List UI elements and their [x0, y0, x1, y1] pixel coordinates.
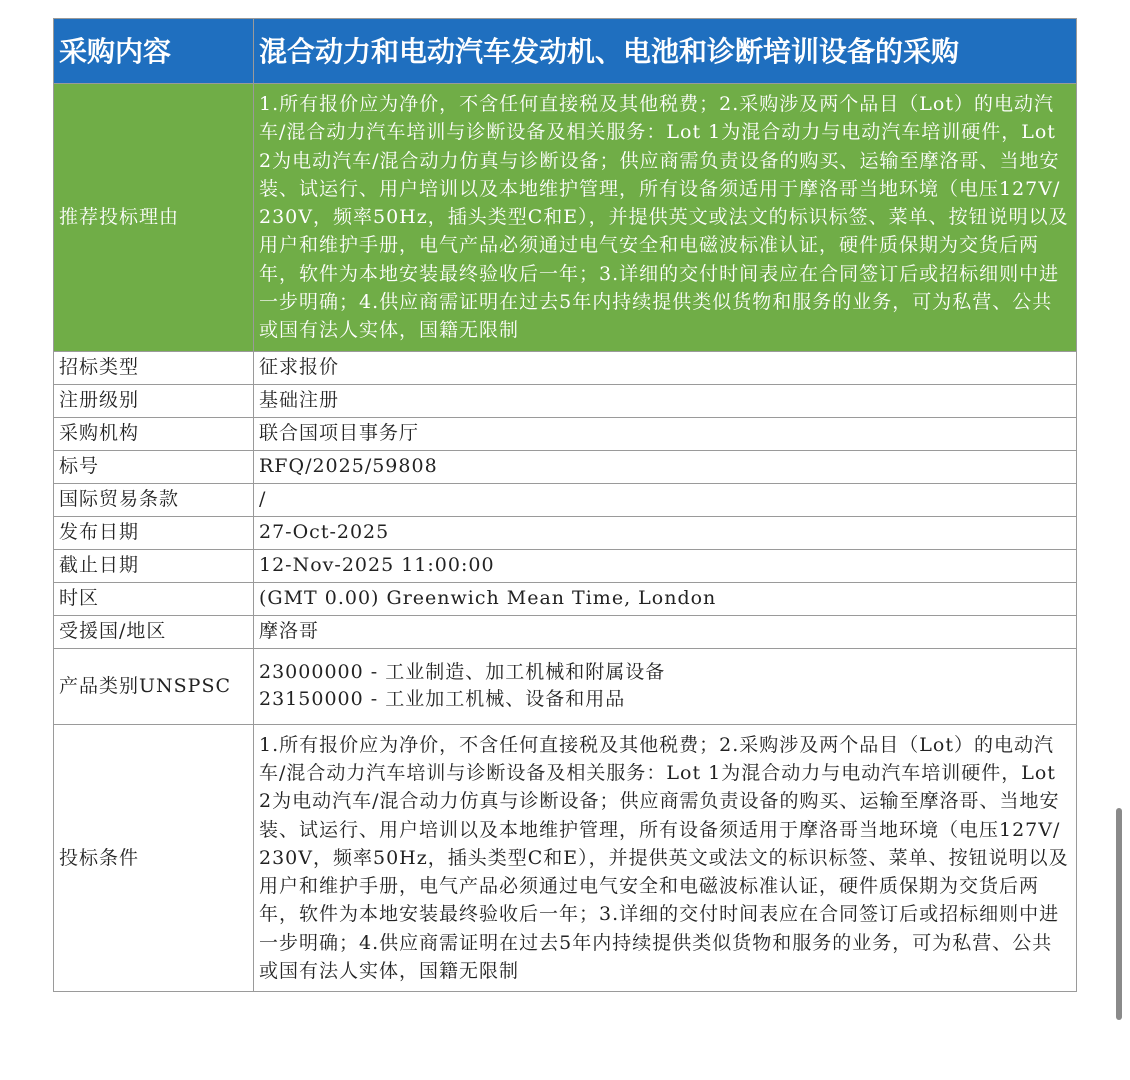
row-value: / — [254, 483, 1077, 516]
table-row — [54, 549, 1077, 582]
row-value: 12-Nov-2025 11:00:00 — [254, 549, 1077, 582]
header-title: 混合动力和电动汽车发动机、电池和诊断培训设备的采购 — [254, 19, 1077, 84]
row-value: RFQ/2025/59808 — [254, 450, 1077, 483]
table-row — [54, 351, 1077, 384]
table-row — [54, 615, 1077, 648]
procurement-info-table — [53, 18, 1077, 992]
row-value: 联合国项目事务厅 — [254, 417, 1077, 450]
conditions-row — [54, 724, 1077, 992]
table-row — [54, 450, 1077, 483]
table-row — [54, 417, 1077, 450]
row-label: 标号 — [54, 450, 254, 483]
unspsc-code: 23000000 - 工业制造、加工机械和附属设备 — [259, 661, 666, 684]
vertical-scrollbar[interactable] — [1116, 808, 1122, 1020]
recommendation-text: 1.所有报价应为净价，不含任何直接税及其他税费；2.采购涉及两个品目（Lot）的电动汽车/混合动力汽车培训与诊断设备及相关服务：Lot 1为混合动力与电动汽车培训硬件，Lot 2为电动汽车/混合动力仿真与诊断设备；供应商需负责设备的购买、运输至摩洛哥、当地安装、试运行、用户培训以及本地维护管理，所有设备须适用于摩洛哥当地环境（电压127V/230V，频率50Hz，插头类型C和E），并提供英文或法文的标识标签、菜单、按钮说明以及用户和维护手册，电气产品必须通过电气安全和电磁波标准认证，硬件质保期为交货后两年，软件为本地安装最终验收后一年；3.详细的交付时间表应在合同签订后或招标细则中进一步明确；4.供应商需证明在过去5年内持续提供类似货物和服务的业务，可为私营、公共或国有法人实体，国籍无限制 — [254, 84, 1077, 352]
row-label: 截止日期 — [54, 549, 254, 582]
header-label: 采购内容 — [54, 19, 254, 84]
header-row — [54, 19, 1077, 84]
unspsc-codes — [254, 648, 1077, 724]
table-row — [54, 483, 1077, 516]
row-label: 时区 — [54, 582, 254, 615]
row-value: 摩洛哥 — [254, 615, 1077, 648]
conditions-text: 1.所有报价应为净价，不含任何直接税及其他税费；2.采购涉及两个品目（Lot）的电动汽车/混合动力汽车培训与诊断设备及相关服务：Lot 1为混合动力与电动汽车培训硬件，Lot 2为电动汽车/混合动力仿真与诊断设备；供应商需负责设备的购买、运输至摩洛哥、当地安装、试运行、用户培训以及本地维护管理，所有设备须适用于摩洛哥当地环境（电压127V/230V，频率50Hz，插头类型C和E），并提供英文或法文的标识标签、菜单、按钮说明以及用户和维护手册，电气产品必须通过电气安全和电磁波标准认证，硬件质保期为交货后两年，软件为本地安装最终验收后一年；3.详细的交付时间表应在合同签订后或招标细则中进一步明确；4.供应商需证明在过去5年内持续提供类似货物和服务的业务，可为私营、公共或国有法人实体，国籍无限制 — [254, 724, 1077, 992]
row-label: 国际贸易条款 — [54, 483, 254, 516]
row-value: 基础注册 — [254, 384, 1077, 417]
table-row — [54, 582, 1077, 615]
table-row — [54, 384, 1077, 417]
recommendation-row — [54, 84, 1077, 352]
row-label: 发布日期 — [54, 516, 254, 549]
unspsc-row — [54, 648, 1077, 724]
row-value: 27-Oct-2025 — [254, 516, 1077, 549]
row-label: 招标类型 — [54, 351, 254, 384]
row-label: 注册级别 — [54, 384, 254, 417]
row-label: 受援国/地区 — [54, 615, 254, 648]
unspsc-label: 产品类别UNSPSC — [54, 648, 254, 724]
row-label: 采购机构 — [54, 417, 254, 450]
row-value: (GMT 0.00) Greenwich Mean Time, London — [254, 582, 1077, 615]
conditions-label: 投标条件 — [54, 724, 254, 992]
table-row — [54, 516, 1077, 549]
unspsc-code: 23150000 - 工业加工机械、设备和用品 — [259, 688, 626, 711]
row-value: 征求报价 — [254, 351, 1077, 384]
recommendation-label: 推荐投标理由 — [54, 84, 254, 352]
